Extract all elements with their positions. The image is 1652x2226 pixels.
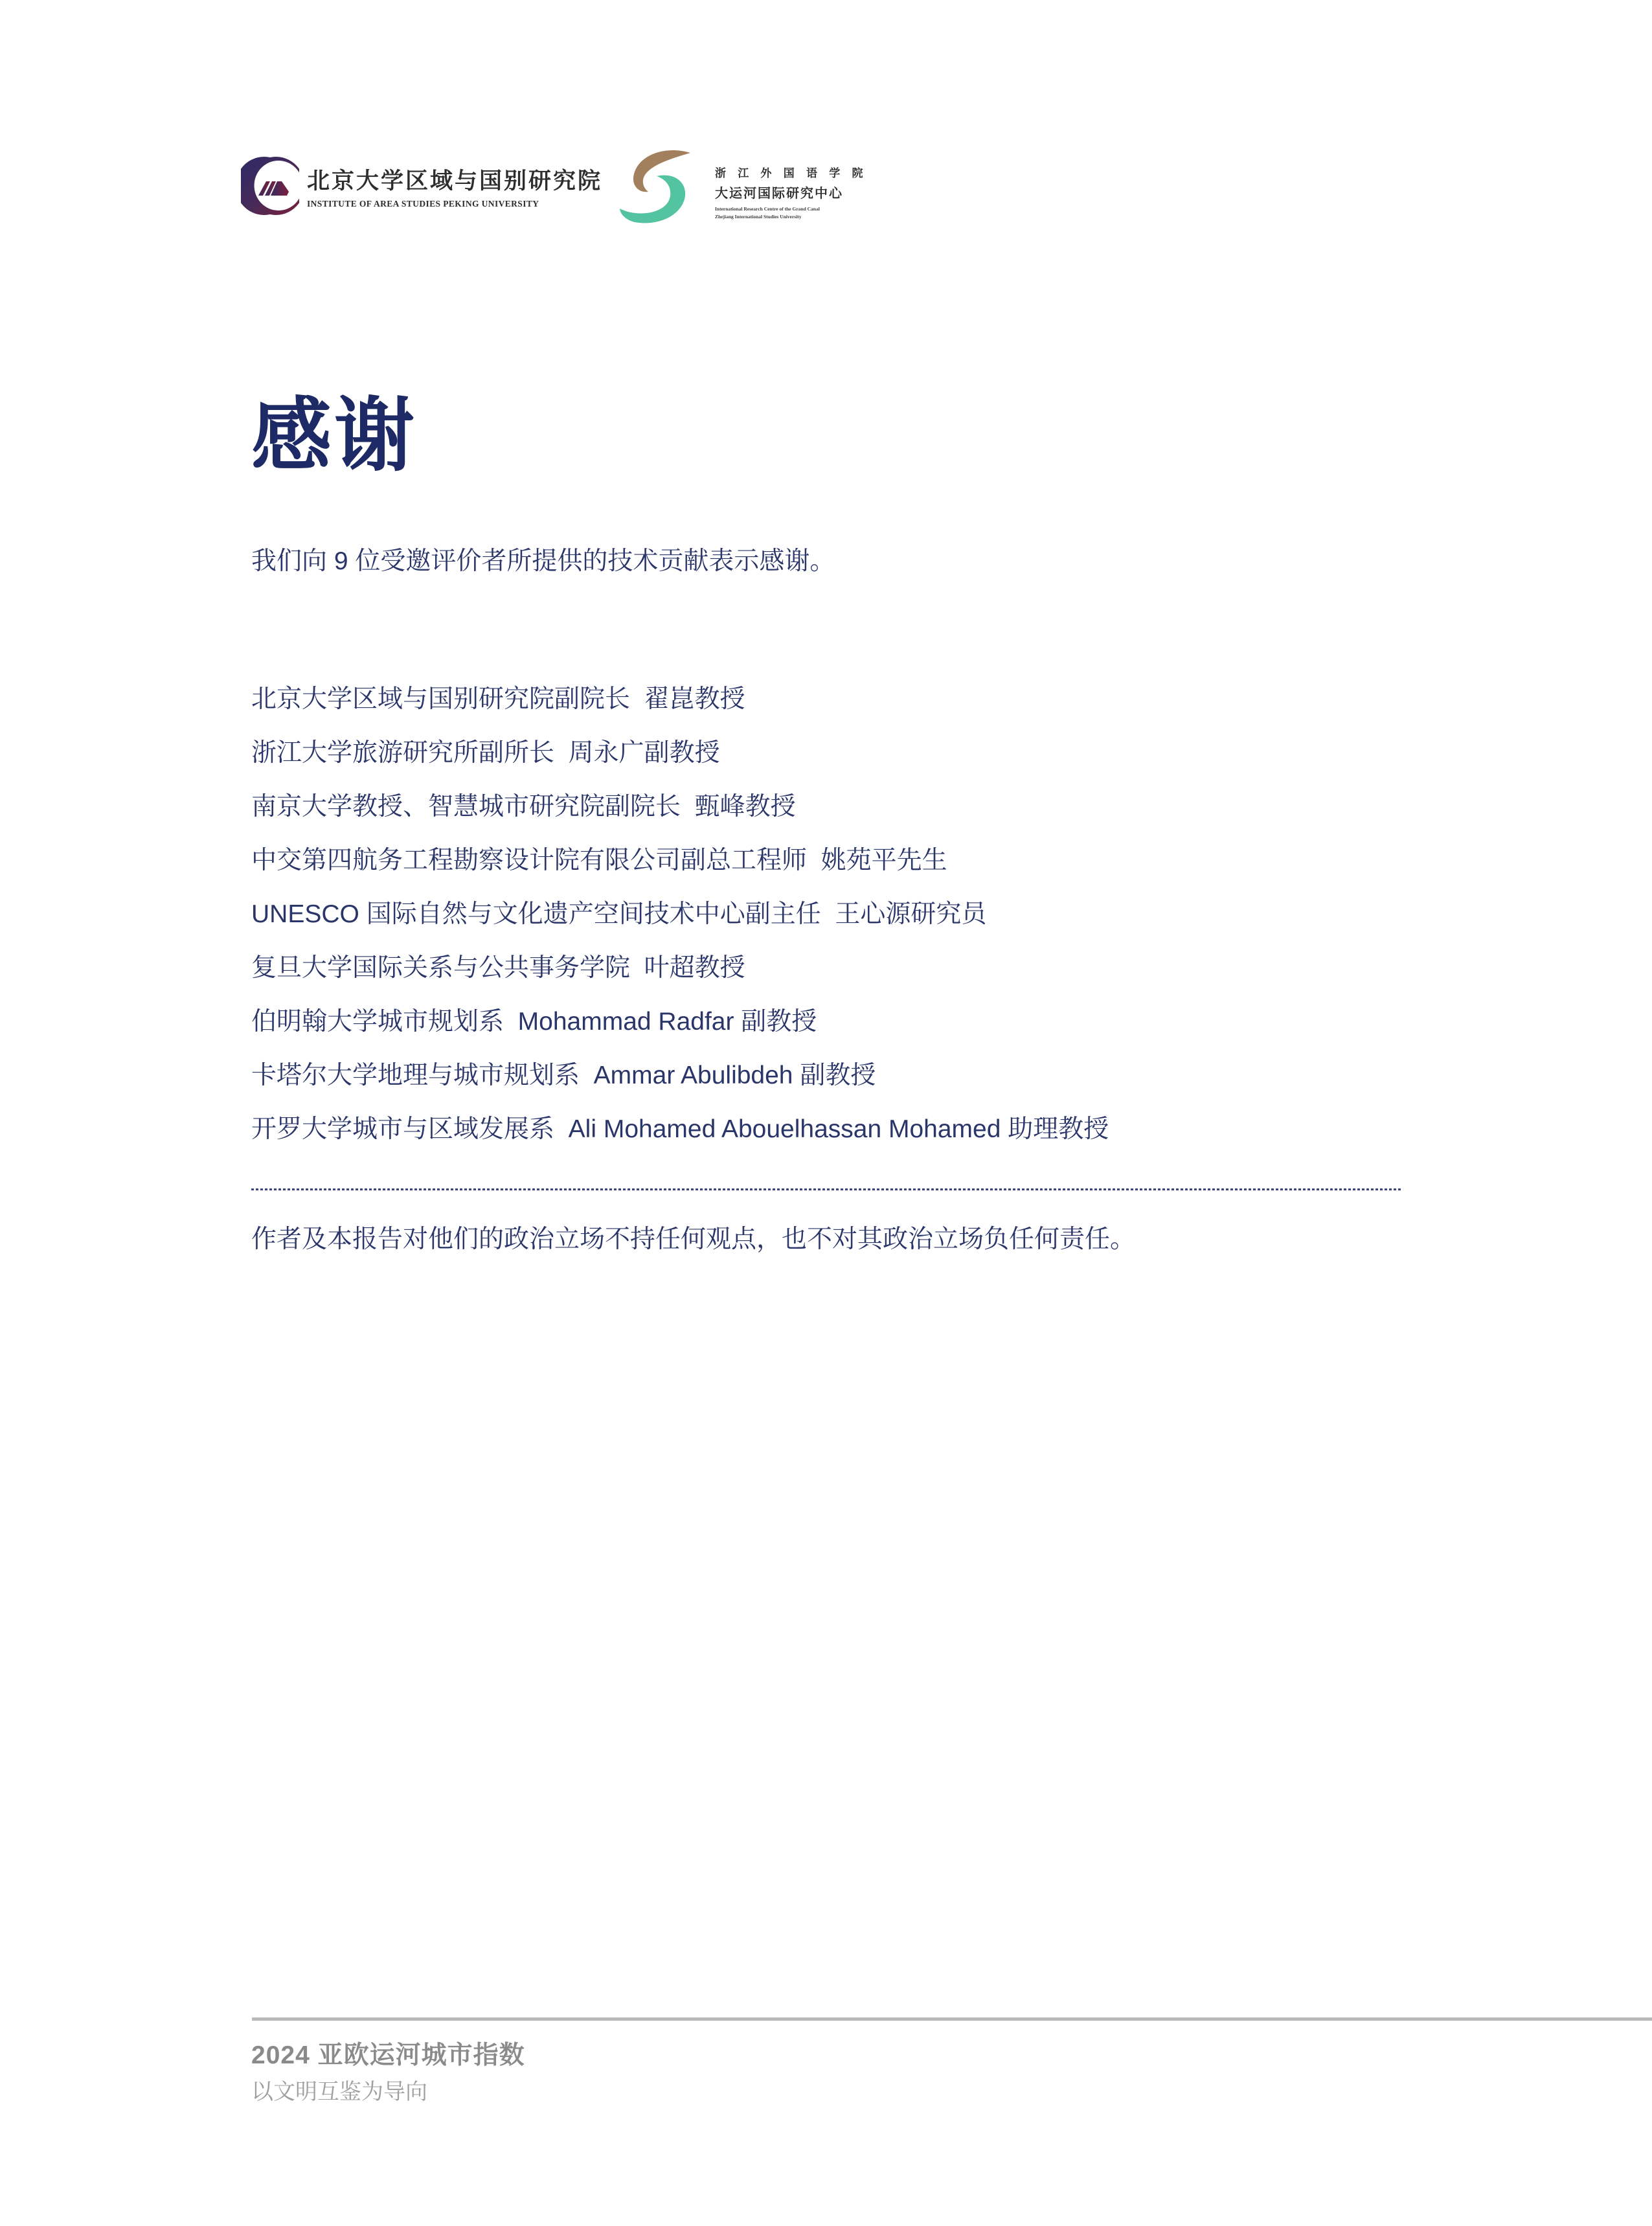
- pku-ias-logo-icon: [241, 155, 299, 216]
- zisu-canal-logo-text: [715, 164, 868, 221]
- zisu-name-cn: 浙 江 外 国 语 学 院: [715, 167, 868, 179]
- pku-ias-logo-text: [307, 163, 602, 209]
- list-item: 浙江大学旅游研究所副所长 周永广副教授: [251, 739, 720, 767]
- list-item: 复旦大学国际关系与公共事务学院 叶超教授: [251, 954, 745, 982]
- list-item: 卡塔尔大学地理与城市规划系 Ammar Abulibdeh 副教授: [251, 1062, 876, 1089]
- footer-divider: [252, 2017, 1652, 2021]
- pku-ias-name-en: INSTITUTE OF AREA STUDIES PEKING UNIVERSITY: [307, 198, 539, 209]
- disclaimer-text: 作者及本报告对他们的政治立场不持任何观点，也不对其政治立场负任何责任。: [251, 1225, 1136, 1253]
- zisu-canal-logo-icon: [614, 145, 711, 236]
- dotted-divider: [251, 1188, 1403, 1190]
- list-item: 北京大学区域与国别研究院副院长 翟崑教授: [251, 685, 745, 713]
- list-item: 中交第四航务工程勘察设计院有限公司副总工程师 姚苑平先生: [251, 846, 947, 874]
- zisu-canal-logo: [614, 145, 868, 236]
- list-item: 伯明翰大学城市规划系 Mohammad Radfar 副教授: [251, 1008, 817, 1036]
- zisu-name-en: [715, 205, 868, 221]
- zisu-university-name-en: Zhejiang International Studies University: [715, 214, 802, 220]
- list-item: UNESCO 国际自然与文化遗产空间技术中心副主任 王心源研究员: [251, 900, 987, 928]
- list-item: 开罗大学城市与区域发展系 Ali Mohamed Abouelhassan Mohamed 助理教授: [251, 1115, 1109, 1143]
- acknowledgee-list: [251, 672, 1109, 1156]
- zisu-centre-name-en: International Research Centre of the Grand Canal: [715, 206, 820, 212]
- list-item: 南京大学教授、智慧城市研究院副院长 甄峰教授: [251, 793, 796, 821]
- page-title: 感谢: [251, 391, 418, 481]
- pku-ias-name-cn: 北京大学区域与国别研究院: [307, 168, 603, 194]
- footer-report-title: 2024 亚欧运河城市指数: [251, 2041, 525, 2069]
- pku-ias-logo: [241, 155, 602, 216]
- intro-paragraph: 我们向 9 位受邀评价者所提供的技术贡献表示感谢。: [251, 547, 835, 575]
- zisu-centre-name-cn: 大运河国际研究中心: [715, 187, 843, 201]
- footer-report-subtitle: 以文明互鉴为导向: [251, 2080, 427, 2104]
